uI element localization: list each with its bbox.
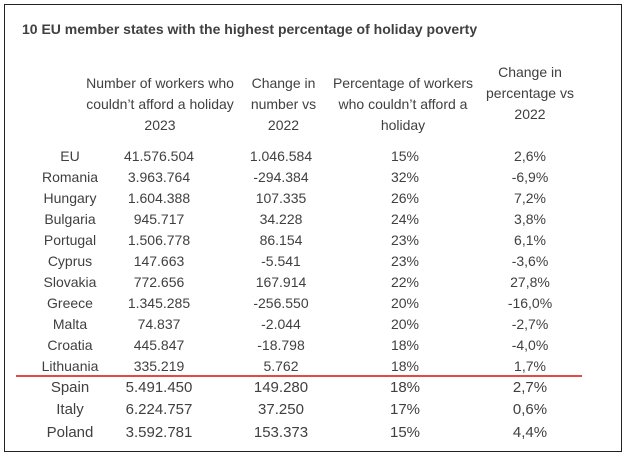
change-number-cell: -5.541 xyxy=(261,253,301,269)
percentage-cell: 23% xyxy=(390,232,420,248)
change-percentage-cell: 4,4% xyxy=(512,424,548,441)
percentage-cell: 18% xyxy=(390,337,420,353)
change-percentage-cell: 3,8% xyxy=(514,211,546,227)
workers-cell: 445.847 xyxy=(133,337,185,353)
country-cell: Hungary xyxy=(43,190,97,206)
country-cell: Italy xyxy=(56,401,84,418)
workers-cell: 1.345.285 xyxy=(127,295,191,311)
table-row-italy xyxy=(0,399,629,420)
table-row-greece xyxy=(0,293,629,314)
table-row-portugal xyxy=(0,230,629,251)
workers-cell: 6.224.757 xyxy=(125,401,193,418)
header-percentage-line-2: who couldn’t afford a xyxy=(338,96,468,112)
workers-cell: 1.506.778 xyxy=(127,232,191,248)
country-cell: Greece xyxy=(47,295,93,311)
percentage-cell: 15% xyxy=(389,424,421,441)
percentage-cell: 26% xyxy=(390,190,420,206)
header-change-number xyxy=(236,73,331,136)
workers-cell: 3.592.781 xyxy=(125,424,193,441)
percentage-cell: 23% xyxy=(390,253,420,269)
change-percentage-cell: -3,6% xyxy=(511,253,549,269)
table-row-eu xyxy=(0,146,629,167)
percentage-cell: 32% xyxy=(390,169,420,185)
country-cell: EU xyxy=(60,148,80,164)
percentage-cell: 24% xyxy=(390,211,420,227)
workers-cell: 5.491.450 xyxy=(125,379,193,396)
change-number-cell: 1.046.584 xyxy=(249,148,313,164)
country-cell: Lithuania xyxy=(41,358,99,374)
country-cell: Portugal xyxy=(43,232,97,248)
header-change-number-line-3: 2022 xyxy=(267,117,300,133)
table-row-hungary xyxy=(0,188,629,209)
change-percentage-cell: -4,0% xyxy=(511,337,549,353)
change-number-cell: 34.228 xyxy=(259,211,303,227)
workers-cell: 147.663 xyxy=(133,253,185,269)
change-number-cell: 86.154 xyxy=(259,232,303,248)
change-percentage-cell: -6,9% xyxy=(511,169,549,185)
header-percentage xyxy=(328,73,478,136)
country-cell: Bulgaria xyxy=(44,211,96,227)
change-percentage-cell: 2,7% xyxy=(512,379,548,396)
header-change-percentage-line-2: percentage vs xyxy=(486,85,574,101)
header-change-percentage-line-1: Change in xyxy=(498,64,562,80)
percentage-cell: 20% xyxy=(390,295,420,311)
percentage-cell: 22% xyxy=(390,274,420,290)
header-workers-line-2: couldn’t afford a holiday xyxy=(86,96,234,112)
header-workers-line-1: Number of workers who xyxy=(86,75,234,91)
percentage-cell: 17% xyxy=(389,401,421,418)
table-row-cyprus xyxy=(0,251,629,272)
change-percentage-cell: 2,6% xyxy=(514,148,546,164)
change-number-cell: -18.798 xyxy=(257,337,305,353)
header-workers-line-3: 2023 xyxy=(144,117,176,133)
percentage-cell: 18% xyxy=(389,379,421,396)
change-percentage-cell: -2,7% xyxy=(511,316,549,332)
table-row-bulgaria xyxy=(0,209,629,230)
change-percentage-cell: 1,7% xyxy=(514,358,546,374)
table-row-croatia xyxy=(0,335,629,356)
table-row-slovakia xyxy=(0,272,629,293)
workers-cell: 772.656 xyxy=(133,274,185,290)
table-row-lithuania xyxy=(0,356,629,377)
workers-cell: 335.219 xyxy=(133,358,185,374)
change-number-cell: -294.384 xyxy=(253,169,309,185)
country-cell: Slovakia xyxy=(43,274,97,290)
change-number-cell: 5.762 xyxy=(263,358,299,374)
country-cell: Poland xyxy=(46,424,94,441)
change-number-cell: -256.550 xyxy=(253,295,309,311)
table-row-spain xyxy=(0,377,629,398)
country-cell: Malta xyxy=(52,316,88,332)
change-percentage-cell: 6,1% xyxy=(514,232,546,248)
change-number-cell: -2.044 xyxy=(261,316,301,332)
workers-cell: 74.837 xyxy=(137,316,181,332)
header-workers xyxy=(80,73,240,136)
percentage-cell: 20% xyxy=(390,316,420,332)
change-percentage-cell: 7,2% xyxy=(514,190,546,206)
table-row-poland xyxy=(0,422,629,443)
country-cell: Croatia xyxy=(47,337,93,353)
change-number-cell: 167.914 xyxy=(255,274,307,290)
country-cell: Romania xyxy=(41,169,99,185)
table-row-malta xyxy=(0,314,629,335)
header-change-number-line-2: number vs xyxy=(250,96,317,112)
header-change-percentage xyxy=(475,62,585,125)
country-cell: Spain xyxy=(50,379,90,396)
change-number-cell: 107.335 xyxy=(255,190,307,206)
country-cell: Cyprus xyxy=(47,253,93,269)
percentage-cell: 18% xyxy=(390,358,420,374)
workers-cell: 3.963.764 xyxy=(127,169,191,185)
change-percentage-cell: 27,8% xyxy=(510,274,550,290)
change-percentage-cell: 0,6% xyxy=(512,401,548,418)
header-percentage-line-3: holiday xyxy=(380,117,426,133)
change-number-cell: 149.280 xyxy=(253,379,309,396)
header-percentage-line-1: Percentage of workers xyxy=(332,75,474,91)
header-change-percentage-line-3: 2022 xyxy=(514,106,546,122)
workers-cell: 945.717 xyxy=(133,211,185,227)
change-number-cell: 37.250 xyxy=(258,401,304,418)
percentage-cell: 15% xyxy=(390,148,420,164)
header-change-number-line-1: Change in xyxy=(251,75,316,91)
table-row-romania xyxy=(0,167,629,188)
workers-cell: 1.604.388 xyxy=(127,190,191,206)
table-title: 10 EU member states with the highest percentage of holiday poverty xyxy=(22,21,478,37)
change-percentage-cell: -16,0% xyxy=(507,295,553,311)
change-number-cell: 153.373 xyxy=(253,424,309,441)
workers-cell: 41.576.504 xyxy=(123,148,195,164)
